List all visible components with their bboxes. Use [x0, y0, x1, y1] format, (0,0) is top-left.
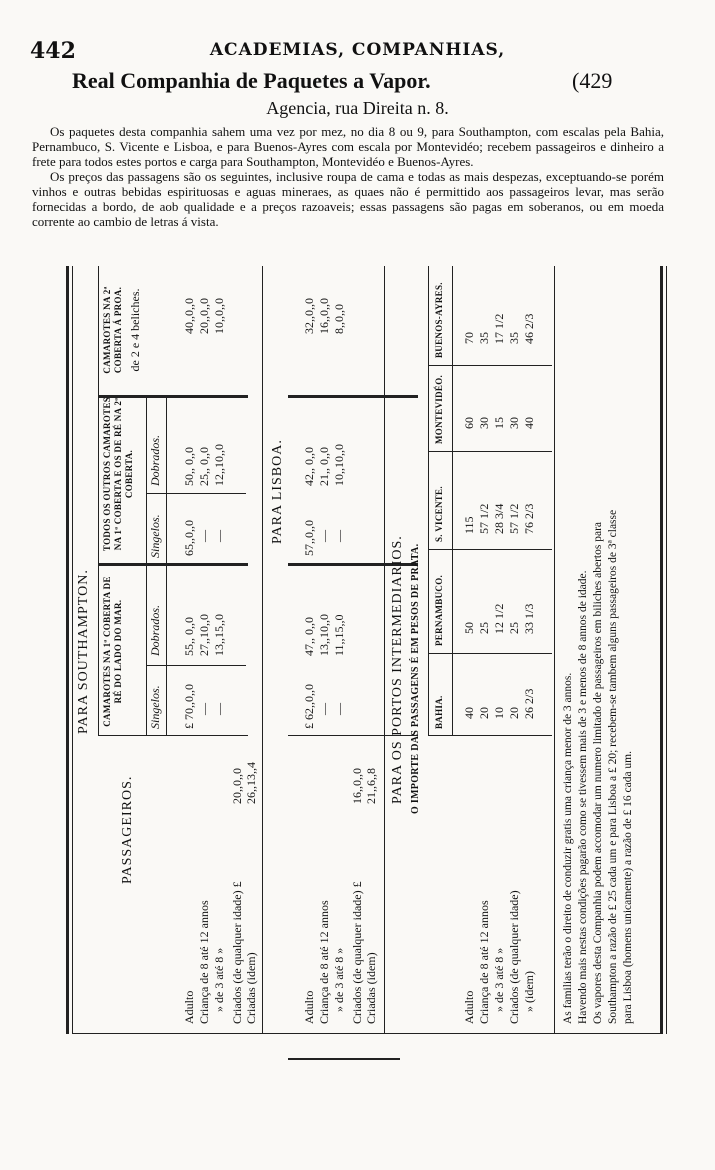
row-label: Criança de 8 até 12 annos [317, 900, 331, 1024]
value: 40 [462, 707, 476, 719]
running-header [0, 38, 715, 64]
row-label: Adulto [462, 990, 476, 1024]
row-label: Criança de 8 até 12 annos [197, 900, 211, 1024]
row-label: » (idem) [522, 971, 536, 1012]
value: 20,,0,,0 [197, 298, 211, 334]
col2-singelos: Singelos. [148, 514, 162, 558]
intro-paragraph: Os preços das passagens são os seguintes, inclusive roupa de cama e todas as mais despezas, exceptuando-se porém vinhos e outras bebidas espirituosas e aguas mineraes, as quaes não é permittido aos passageiros levar, mas serão fornecidas a bordo, de aob qualidade e a preços razoaveis; essas passagens são pagas em soberanos, ou em moeda corrente ao cambio de letras á vista. [32, 169, 664, 229]
value: 76 2/3 [522, 503, 536, 534]
criados-label: Criados (de qualquer idade) £ [350, 881, 364, 1024]
value: 42,, 0,,0 [302, 447, 316, 486]
value: 40 [522, 417, 536, 429]
value: 32,,0,,0 [302, 298, 316, 334]
criados-value: 16,,0,,0 [350, 768, 364, 804]
header-bahia: BAHIA. [434, 695, 444, 729]
value: 15 [492, 417, 506, 429]
page-number: 442 [30, 38, 76, 64]
value: £ 62,,0,,0 [302, 684, 316, 729]
value: 25,, 0,,0 [197, 447, 211, 486]
criados-label: Criados (de qualquer idade) £ [230, 881, 244, 1024]
intermediate-title: PARA OS PORTOS INTERMEDIARIOS. [390, 535, 405, 804]
value: 55,, 0,,0 [182, 617, 196, 656]
value: 47,, 0,,0 [302, 617, 316, 656]
value: — [212, 530, 226, 542]
value: 13,,15,,0 [212, 614, 226, 656]
agency-line: Agencia, rua Direita n. 8. [266, 98, 449, 118]
value: 25 [477, 622, 491, 634]
value: 13,,10,,0 [317, 614, 331, 656]
col1-header: CAMAROTES NA 1ª COBERTA DE RÉ DO LADO DO MAR. [102, 576, 123, 727]
row-label: » de 3 até 8 » [212, 947, 226, 1012]
value: 57,,0,,0 [302, 520, 316, 556]
value: — [197, 530, 211, 542]
note-line: Havendo mais nestas condições pagarão como se tivessem mais de 3 e menos de 8 annos de idade. [577, 570, 589, 1024]
intro-paragraph: Os paquetes desta companhia sahem uma vez por mez, no dia 8 ou 9, para Southampton, com escalas pela Bahia, Pernambuco, S. Vicente e Lisboa, e para Buenos-Ayres com escala por Montevidéo; recebem passageiros e dinheiro a frete para todos estes portos e carga para Southampton, Montevidéo e Buenos-Ayres. [32, 124, 664, 169]
value: 33 1/3 [522, 603, 536, 634]
value: 35 [477, 332, 491, 344]
col2-header: TODOS OS OUTROS CAMAROTES NA 1ª COBERTA E OS DE RÉ NA 2ª COBERTA. [102, 396, 134, 552]
value: 20 [477, 707, 491, 719]
criados-value: 20,,0,,0 [230, 768, 244, 804]
col1-singelos: Singelos. [148, 685, 162, 729]
criadas-value: 26,,13,,4 [244, 762, 258, 804]
value: 57 1/2 [507, 503, 521, 534]
value: 115 [462, 516, 476, 534]
value: 21,, 0,,0 [317, 447, 331, 486]
header-buenos-ayres: BUENOS-AYRES. [434, 282, 444, 358]
value: — [317, 703, 331, 715]
value: 16,,0,,0 [317, 298, 331, 334]
lisboa-title: PARA LISBOA. [270, 439, 285, 544]
note-line: para Lisboa (homens unicamente) a razão de £ 16 cada um. [622, 750, 634, 1024]
value: 26 2/3 [522, 688, 536, 719]
value: 8,,0,,0 [332, 304, 346, 334]
row-label: Criança de 8 até 12 annos [477, 900, 491, 1024]
header-pernambuco: PERNAMBUCO. [434, 574, 444, 646]
header-montevideo: MONTEVIDÉO. [434, 374, 444, 444]
row-label: Adulto [182, 990, 196, 1024]
value: 46 2/3 [522, 313, 536, 344]
value: — [332, 530, 346, 542]
value: — [212, 703, 226, 715]
fare-table [62, 266, 668, 1034]
row-label: Adulto [302, 990, 316, 1024]
value: 35 [507, 332, 521, 344]
col2-dobrados: Dobrados. [148, 434, 162, 486]
value: 40,,0,,0 [182, 298, 196, 334]
value: 57 1/2 [477, 503, 491, 534]
value: 12,,10,,0 [212, 444, 226, 486]
value: — [317, 530, 331, 542]
value: 50 [462, 622, 476, 634]
value: 30 [477, 417, 491, 429]
running-head: ACADEMIAS, COMPANHIAS, [209, 40, 506, 60]
value: 28 3/4 [492, 503, 506, 534]
col3-sub: de 2 e 4 beliches. [128, 288, 142, 372]
col3-header: CAMAROTES NA 2ª COBERTA Á PROA. [102, 286, 123, 374]
value: 65,,0,,0 [182, 520, 196, 556]
value: 20 [507, 707, 521, 719]
company-title: Real Companhia de Paquetes a Vapor. [72, 68, 431, 93]
note-line: As familias terão o direito de conduzir gratis uma criança menor de 3 annos. [562, 672, 574, 1024]
header-s-vicente: S. VICENTE. [434, 486, 444, 542]
value: 11,,15,,0 [332, 614, 346, 656]
value: 30 [507, 417, 521, 429]
intro-text [32, 124, 664, 229]
entry-number: (429 [572, 68, 613, 93]
row-label: » de 3 até 8 » [492, 947, 506, 1012]
value: 10,,0,,0 [212, 298, 226, 334]
criadas-value: 21,,6,,8 [364, 768, 378, 804]
note-line: Os vapores desta Companhia podem accomodar um numero limitado de passageiros em biliches abertos para [592, 521, 604, 1024]
row-label: » de 3 até 8 » [332, 947, 346, 1012]
intermediate-subtitle: O IMPORTE DAS PASSAGENS É EM PESOS DE PRATA. [410, 543, 421, 814]
value: £ 70,,0,,0 [182, 684, 196, 729]
passengers-header: PASSAGEIROS. [120, 775, 135, 884]
value: 10,,10,,0 [332, 444, 346, 486]
value: — [332, 703, 346, 715]
value: 60 [462, 417, 476, 429]
criadas-label: Criadas (idem) [244, 952, 258, 1024]
value: 27,,10,,0 [197, 614, 211, 656]
bottom-rule [288, 1058, 400, 1060]
value: 17 1/2 [492, 313, 506, 344]
row-label: Criados (de qualquer idade) [507, 890, 521, 1024]
col1-dobrados: Dobrados. [148, 604, 162, 656]
value: — [197, 703, 211, 715]
value: 10 [492, 707, 506, 719]
criadas-label: Criadas (idem) [364, 952, 378, 1024]
value: 12 1/2 [492, 603, 506, 634]
value: 25 [507, 622, 521, 634]
note-line: Southampton a razão de £ 25 cada um e para Lisboa a £ 20; recebem-se tambem alguns passageiros de 3ª classe [607, 509, 619, 1024]
value: 70 [462, 332, 476, 344]
value: 50,, 0,,0 [182, 447, 196, 486]
southampton-title: PARA SOUTHAMPTON. [76, 569, 91, 734]
